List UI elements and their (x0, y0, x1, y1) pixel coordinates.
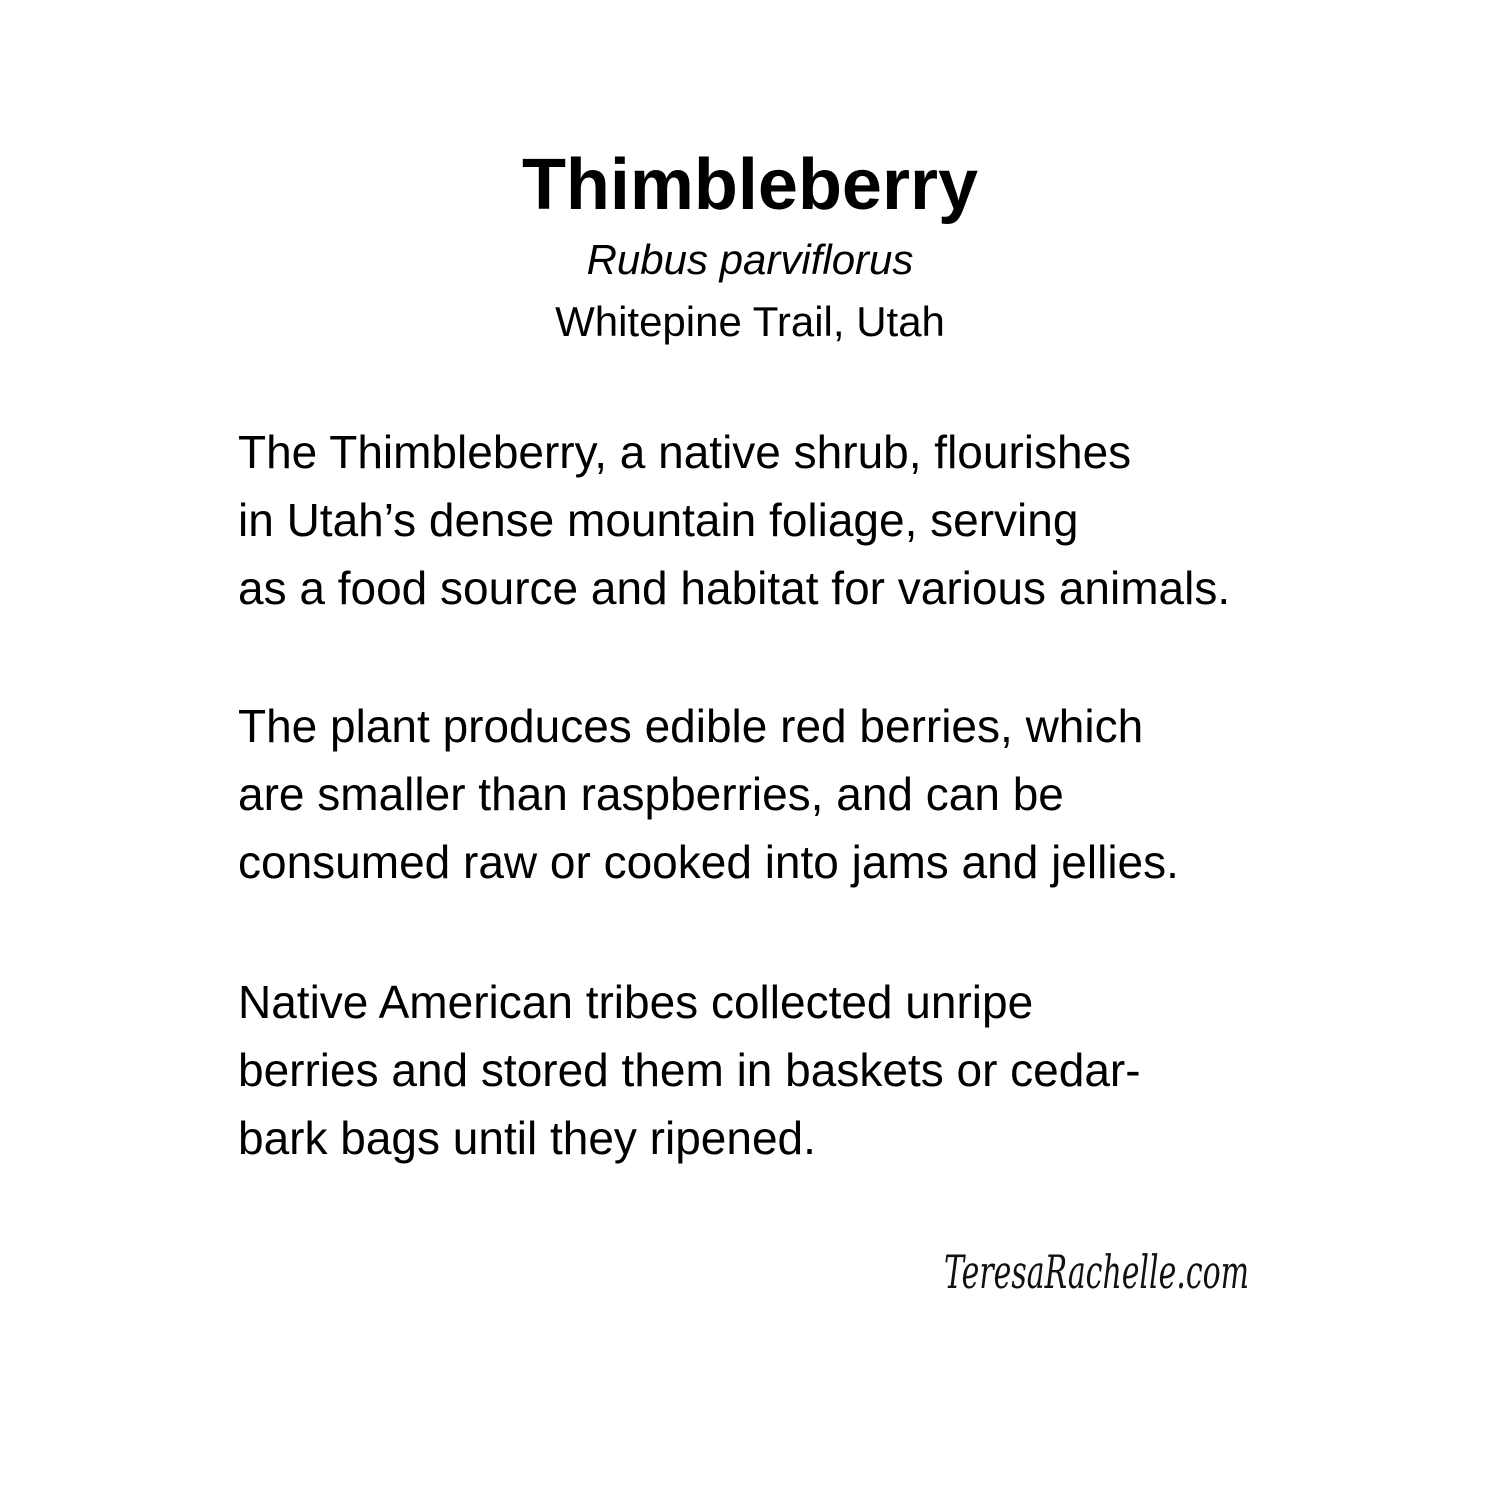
paragraph-line: are smaller than raspberries, and can be (238, 768, 1064, 820)
paragraph-1 (238, 418, 1438, 622)
location-text: Whitepine Trail, Utah (555, 298, 945, 345)
paragraph-2 (238, 692, 1438, 896)
paragraph-3 (238, 968, 1438, 1172)
paragraph-line: Native American tribes collected unripe (238, 976, 1034, 1028)
signature-mark (940, 1222, 1260, 1322)
paragraph-line: The plant produces edible red berries, which (238, 700, 1144, 752)
signature-logo (940, 1222, 1260, 1322)
paragraph-line: consumed raw or cooked into jams and jellies. (238, 836, 1179, 888)
paragraph-line: bark bags until they ripened. (238, 1112, 816, 1164)
species-name: Rubus parviflorus (586, 236, 914, 283)
paragraph-line: berries and stored them in baskets or cedar- (238, 1044, 1141, 1096)
paragraph-line: in Utah’s dense mountain foliage, serving (238, 494, 1079, 546)
paragraph-line: as a food source and habitat for various animals. (238, 562, 1231, 614)
paragraph-line: The Thimbleberry, a native shrub, flourishes (238, 426, 1132, 478)
page-title: Thimbleberry (521, 145, 979, 225)
signature-text: TeresaRachelle.com (944, 1245, 1249, 1299)
